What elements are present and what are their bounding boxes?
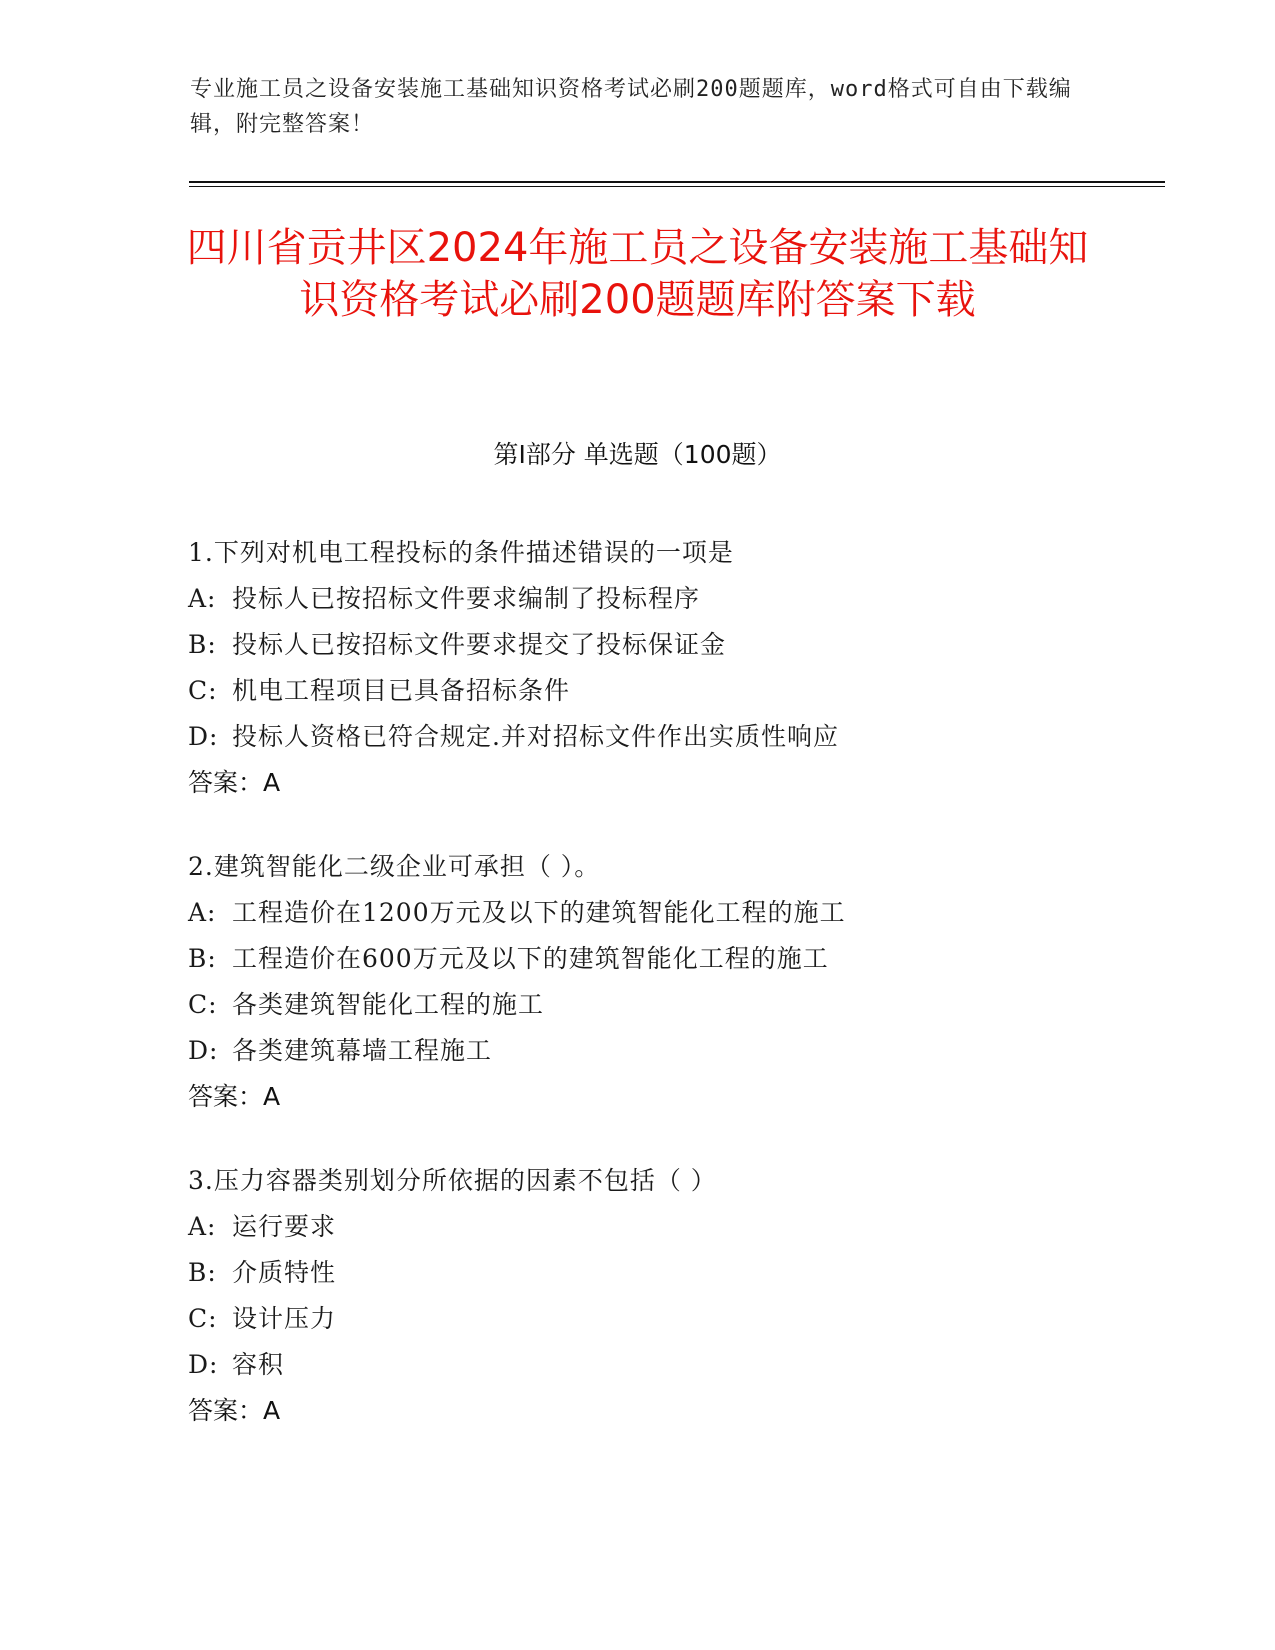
question-list [188,530,1118,1472]
option-text: 各类建筑智能化工程的施工 [232,990,545,1019]
option-a [188,576,1118,622]
option-d [188,714,1118,760]
option-letter: C: [188,990,218,1019]
option-letter: A: [188,1212,217,1241]
option-b [188,936,1118,982]
option-text: 运行要求 [232,1212,337,1241]
option-text: 各类建筑幕墙工程施工 [232,1036,493,1065]
option-letter: A: [188,898,217,927]
question-3 [188,1158,1118,1434]
section-title: 第Ⅰ部分 单选题（100题） [493,440,782,469]
option-text: 投标人已按招标文件要求提交了投标保证金 [232,630,727,659]
option-letter: B: [188,1258,217,1287]
option-c [188,1296,1118,1342]
option-b [188,622,1118,668]
option-text: 设计压力 [232,1304,337,1333]
option-text: 投标人资格已符合规定.并对招标文件作出实质性响应 [232,722,839,751]
option-c [188,668,1118,714]
option-text: 容积 [232,1350,285,1379]
option-text: 机电工程项目已具备招标条件 [232,676,571,705]
option-b [188,1250,1118,1296]
option-letter: B: [188,944,217,973]
header-rule-thin [189,186,1165,187]
question-1 [188,530,1118,806]
option-a [188,890,1118,936]
option-text: 工程造价在600万元及以下的建筑智能化工程的施工 [232,944,829,973]
document-title: 四川省贡井区2024年施工员之设备安装施工基础知识资格考试必刷200题题库附答案下载 [186,225,1089,323]
question-stem: 3.压力容器类别划分所依据的因素不包括（ ） [188,1166,717,1195]
question-2 [188,844,1118,1120]
option-text: 介质特性 [232,1258,337,1287]
answer: 答案：A [188,768,281,797]
header-rule-thick [189,181,1165,183]
option-letter: C: [188,1304,218,1333]
option-letter: D: [188,1036,219,1065]
option-c [188,982,1118,1028]
option-a [188,1204,1118,1250]
question-stem: 2.建筑智能化二级企业可承担（ ）。 [188,852,601,881]
option-letter: C: [188,676,218,705]
option-letter: A: [188,584,217,613]
option-text: 工程造价在1200万元及以下的建筑智能化工程的施工 [232,898,846,927]
answer: 答案：A [188,1082,281,1111]
option-d [188,1342,1118,1388]
header-note: 专业施工员之设备安装施工基础知识资格考试必刷200题题库，word格式可自由下载编辑，附完整答案！ [190,77,1072,137]
option-letter: B: [188,630,217,659]
option-letter: D: [188,1350,219,1379]
question-stem: 1.下列对机电工程投标的条件描述错误的一项是 [188,538,734,567]
answer: 答案：A [188,1396,281,1425]
option-text: 投标人已按招标文件要求编制了投标程序 [232,584,701,613]
option-d [188,1028,1118,1074]
option-letter: D: [188,722,219,751]
